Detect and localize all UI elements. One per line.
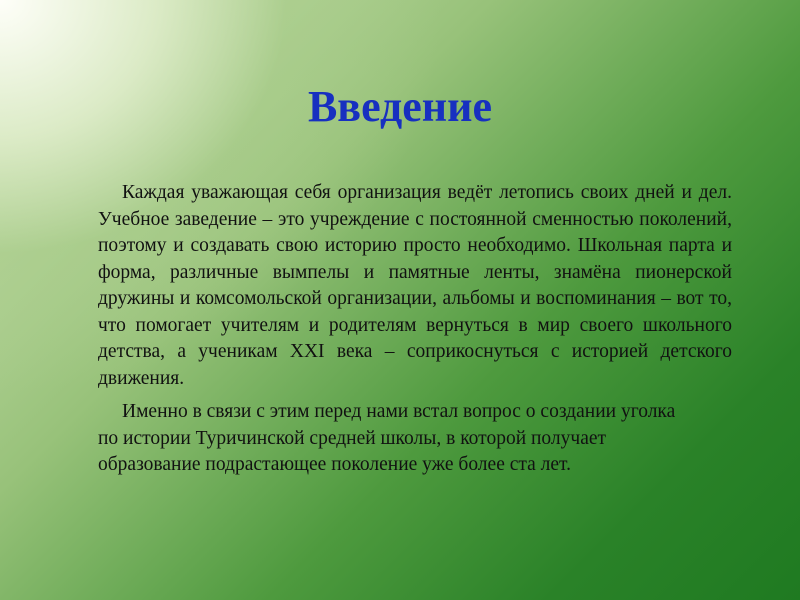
slide-body: [98, 180, 732, 479]
intro-paragraph-1: Каждая уважающая себя организация ведёт летопись своих дней и дел. Учебное заведение – это учреждение с постоянной сменностью поколений, поэтому и создавать свою историю просто необходимо. Школьная парта и форма, различные вымпелы и памятные ленты, знамёна пионерской дружины и комсомольской организации, альбомы и воспоминания – вот то, что помогает учителям и родителям вернуться в мир своего школьного детства, а ученикам XXI века – соприкоснуться с историей детского движения.: [98, 182, 732, 389]
intro-paragraph-2: Именно в связи с этим перед нами встал вопрос о создании уголка по истории Туричинской средней школы, в которой получает образование подрастающее поколение уже более ста лет.: [98, 401, 676, 475]
slide-title: Введение: [307, 82, 493, 131]
